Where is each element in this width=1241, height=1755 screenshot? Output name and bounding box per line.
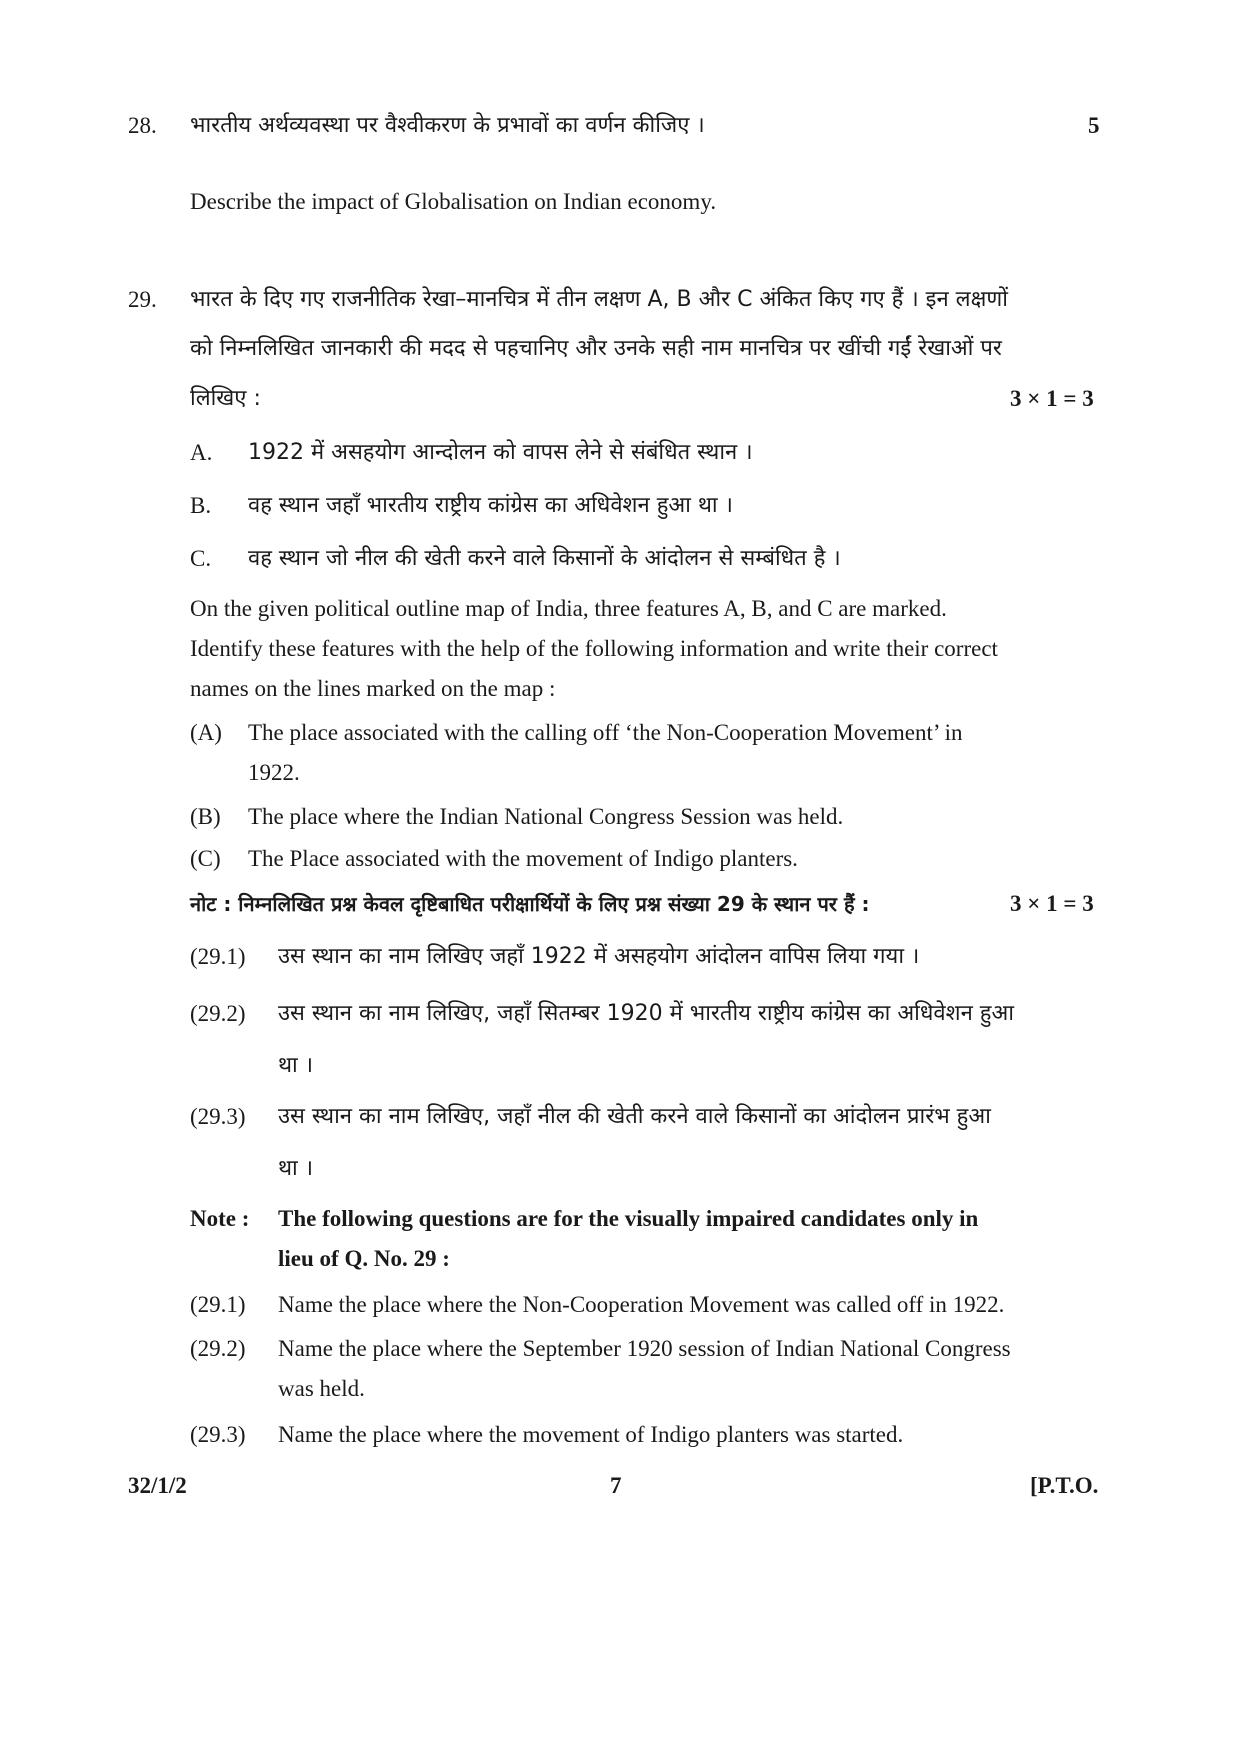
q28-marks: 5 bbox=[1088, 113, 1100, 138]
q29-hindi-item-c-label: C. bbox=[190, 546, 212, 571]
q29-english-item-c-label: (C) bbox=[190, 846, 221, 871]
q29-english-item-a-line2: 1922. bbox=[248, 760, 300, 785]
q29-english-item-c-line1: The Place associated with the movement of Indigo planters. bbox=[248, 846, 798, 871]
note-english-item-2-line2: was held. bbox=[278, 1376, 365, 1401]
note-english-label: Note : bbox=[190, 1206, 250, 1231]
note-english-line1: The following questions are for the visually impaired candidates only in bbox=[278, 1206, 979, 1231]
note-hindi-item-3-line1: उस स्थान का नाम लिखिए, जहाँ नील की खेती करने वाले किसानों का आंदोलन प्रारंभ हुआ bbox=[278, 1104, 991, 1129]
q29-english-item-a-line1: The place associated with the calling off ‘the Non-Cooperation Movement’ in bbox=[248, 720, 963, 745]
footer-pto: [P.T.O. bbox=[1030, 1473, 1099, 1498]
q28-number: 28. bbox=[128, 113, 157, 138]
note-hindi-text: नोट : निम्नलिखित प्रश्न केवल दृष्टिबाधित परीक्षार्थियों के लिए प्रश्न संख्या 29 के स्थान पर हैं : bbox=[190, 892, 870, 916]
q29-number: 29. bbox=[128, 287, 157, 312]
q29-hindi-item-a-text: 1922 में असहयोग आन्दोलन को वापस लेने से संबंधित स्थान । bbox=[248, 440, 753, 465]
q29-hindi-item-a-label: A. bbox=[190, 440, 213, 465]
note-english-item-1-label: (29.1) bbox=[190, 1292, 246, 1317]
note-hindi-item-3-line2: था । bbox=[278, 1156, 314, 1181]
note-hindi-item-1-label: (29.1) bbox=[190, 944, 246, 969]
q29-english-item-a-label: (A) bbox=[190, 720, 222, 745]
note-english-item-2-label: (29.2) bbox=[190, 1336, 246, 1361]
q29-marks: 3 × 1 = 3 bbox=[1010, 386, 1094, 411]
note-english-item-3-label: (29.3) bbox=[190, 1422, 246, 1447]
q29-hindi-line3: लिखिए : bbox=[190, 386, 261, 411]
note-hindi-item-3-label: (29.3) bbox=[190, 1104, 246, 1129]
q28-english: Describe the impact of Globalisation on Indian economy. bbox=[190, 189, 717, 214]
q29-hindi-item-c-text: वह स्थान जो नील की खेती करने वाले किसानों के आंदोलन से सम्बंधित है । bbox=[248, 546, 841, 571]
note-hindi-item-2-line1: उस स्थान का नाम लिखिए, जहाँ सितम्बर 1920 में भारतीय राष्ट्रीय कांग्रेस का अधिवेशन हुआ bbox=[278, 1001, 1014, 1026]
q29-english-line2: Identify these features with the help of the following information and write their correct bbox=[190, 636, 998, 661]
q29-hindi-line2: को निम्नलिखित जानकारी की मदद से पहचानिए और उनके सही नाम मानचित्र पर खींची गईं रेखाओं पर bbox=[190, 336, 1002, 361]
note-hindi-item-2-line2: था । bbox=[278, 1053, 314, 1078]
note-hindi-marks: 3 × 1 = 3 bbox=[1010, 891, 1094, 916]
q29-hindi-item-b-label: B. bbox=[190, 493, 212, 518]
note-english-item-3-line1: Name the place where the movement of Indigo planters was started. bbox=[278, 1422, 904, 1447]
q29-hindi-line1: भारत के दिए गए राजनीतिक रेखा–मानचित्र में तीन लक्षण A, B और C अंकित किए गए हैं । इन लक्षणों bbox=[190, 287, 1008, 312]
note-english-item-2-line1: Name the place where the September 1920 session of Indian National Congress bbox=[278, 1336, 1011, 1361]
q29-english-item-b-line1: The place where the Indian National Congress Session was held. bbox=[248, 804, 844, 829]
q28-hindi: भारतीय अर्थव्यवस्था पर वैश्वीकरण के प्रभावों का वर्णन कीजिए । bbox=[190, 113, 705, 138]
note-hindi-item-2-label: (29.2) bbox=[190, 1001, 246, 1026]
q29-english-line3: names on the lines marked on the map : bbox=[190, 676, 556, 701]
q29-english-item-b-label: (B) bbox=[190, 804, 221, 829]
note-english-line2: lieu of Q. No. 29 : bbox=[278, 1246, 450, 1271]
q29-hindi-item-b-text: वह स्थान जहाँ भारतीय राष्ट्रीय कांग्रेस का अधिवेशन हुआ था । bbox=[248, 493, 733, 518]
footer-paper-code: 32/1/2 bbox=[128, 1473, 187, 1498]
note-hindi-item-1-line1: उस स्थान का नाम लिखिए जहाँ 1922 में असहयोग आंदोलन वापिस लिया गया । bbox=[278, 944, 920, 969]
footer-page-number: 7 bbox=[610, 1473, 622, 1498]
note-english-item-1-line1: Name the place where the Non-Cooperation Movement was called off in 1922. bbox=[278, 1292, 1005, 1317]
q29-english-line1: On the given political outline map of India, three features A, B, and C are marked. bbox=[190, 596, 947, 621]
